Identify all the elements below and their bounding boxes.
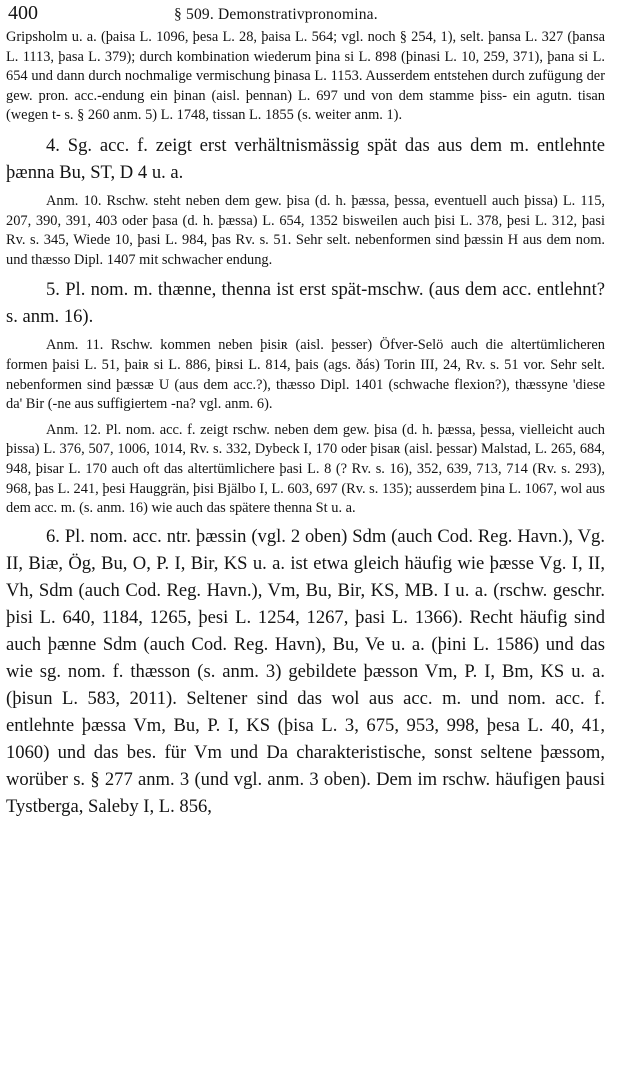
annotation-10: Anm. 10. Rschw. steht neben dem gew. þisa (d. h. þæssa, þessa, eventuell auch þissa) L. 115, 207, 390, 391, 403 oder þasa (d. h. þæssa) L. 654, 1352 bisweilen auch þisi L. 378, þesi L. 312, þasi Rv. s. 345, Wiede 10, þasi L. 984, þas Rv. s. 51. Sehr selt. nebenformen sind þæssin H aus dem nom. und thæsso Dipl. 1407 mit schwacher endung. xyxy=(6,192,605,268)
note-block-10 xyxy=(6,192,605,270)
section-6: 6. Pl. nom. acc. ntr. þæssin (vgl. 2 oben) Sdm (auch Cod. Reg. Havn.), Vg. II, Biæ, Ög, Bu, O, P. I, Bir, KS u. a. ist etwa gleich häufig wie þæsse Vg. I, II, Vh, Sdm (auch Cod. Reg. Havn.), Vm, Bu, Bir, KS, MB. I u. a. (rschw. geschr. þisi L. 640, 1184, 1265, þesi L. 1254, 1267, þasi L. 1366). Recht häufig sind auch þænne Sdm (auch Cod. Reg. Havn), Bu, Ve u. a. (þini L. 1586) und das wie sg. nom. f. thæsson (s. anm. 3) gebildete þæsson Vm, P. I, Bm, KS u. a. (þisun L. 583, 2011). Seltener sind das wol aus acc. m. und nom. acc. f. entlehnte þæssa Vm, Bu, P. I, KS (þisa L. 3, 675, 953, 998, þesa L. 40, 41, 1060) und das bes. für Vm und Da charakteristische, sonst seltene þæssom, worüber s. § 277 anm. 3 (und vgl. anm. 3 oben). Dem im rschw. häufigen þausi Tystberga, Saleby I, L. 856, xyxy=(6,525,605,817)
note-block-11-12 xyxy=(6,336,605,518)
paragraph-continuation: Gripsholm u. a. (þaisa L. 1096, þesa L. 28, þaisa L. 564; vgl. noch § 254, 1), selt. þansa L. 327 (þansa L. 1113, þasa L. 379); durch kombination wiederum þina si L. 898 (þinasi L. 10, 259, 371), þana si L. 654 und dann durch nochmalige vermischung þinasa L. 1153. Ausserdem entstehen durch zufügung der gew. pron. acc.-endung ein þinan (aisl. þennan) L. 697 und von dem stamme þiss- ein agutn. tisan (wegen t- s. § 260 anm. 5) L. 1748, tissan L. 1855 (s. weiter anm. 1). xyxy=(6,29,605,124)
annotation-11: Anm. 11. Rschw. kommen neben þisiʀ (aisl. þesser) Öfver-Selö auch die altertümlicheren formen þaisi L. 51, þaiʀ si L. 886, þiʀsi L. 814, þais (ags. ðás) Torin III, 24, Rv. s. 51 vor. Sehr selt. nebenformen sind þæssæ U (aus dem acc.?), thæsso Dipl. 1401 (schwache flexion?), thæssyne 'diese da' Bir (-ne aus suffigiertem -na? vgl. anm. 6). xyxy=(6,337,605,413)
section-4: 4. Sg. acc. f. zeigt erst verhältnismässig spät das aus dem m. entlehnte þænna Bu, ST, D 4 u. a. xyxy=(6,134,605,183)
annotation-12: Anm. 12. Pl. nom. acc. f. zeigt rschw. neben dem gew. þisa (d. h. þæssa, þessa, vielleicht auch þissa) L. 376, 507, 1006, 1014, Rv. s. 332, Dybeck I, 170 oder þisaʀ (aisl. þessar) Malstad, L. 265, 684, 948, þisar L. 170 auch oft das altertümlichere þasi L. 8 (? Rv. s. 16), 352, 639, 713, 714 (Rv. s. 293), 968, þas L. 241, þesi Hauggrän, þisi Bjälbo I, L. 603, 697 (Rv. s. 135); ausserdem þina L. 1067, wol aus dem acc. m. (s. anm. 16) wie auch das spätere thenna St u. a. xyxy=(6,421,605,517)
running-head: § 509. Demonstrativpronomina. xyxy=(174,6,378,23)
section-5: 5. Pl. nom. m. thænne, thenna ist erst spät-mschw. (aus dem acc. entlehnt? s. anm. 16). xyxy=(6,279,605,328)
continued-paragraph xyxy=(6,28,605,126)
page-header xyxy=(6,0,605,28)
page-number: 400 xyxy=(8,2,38,24)
